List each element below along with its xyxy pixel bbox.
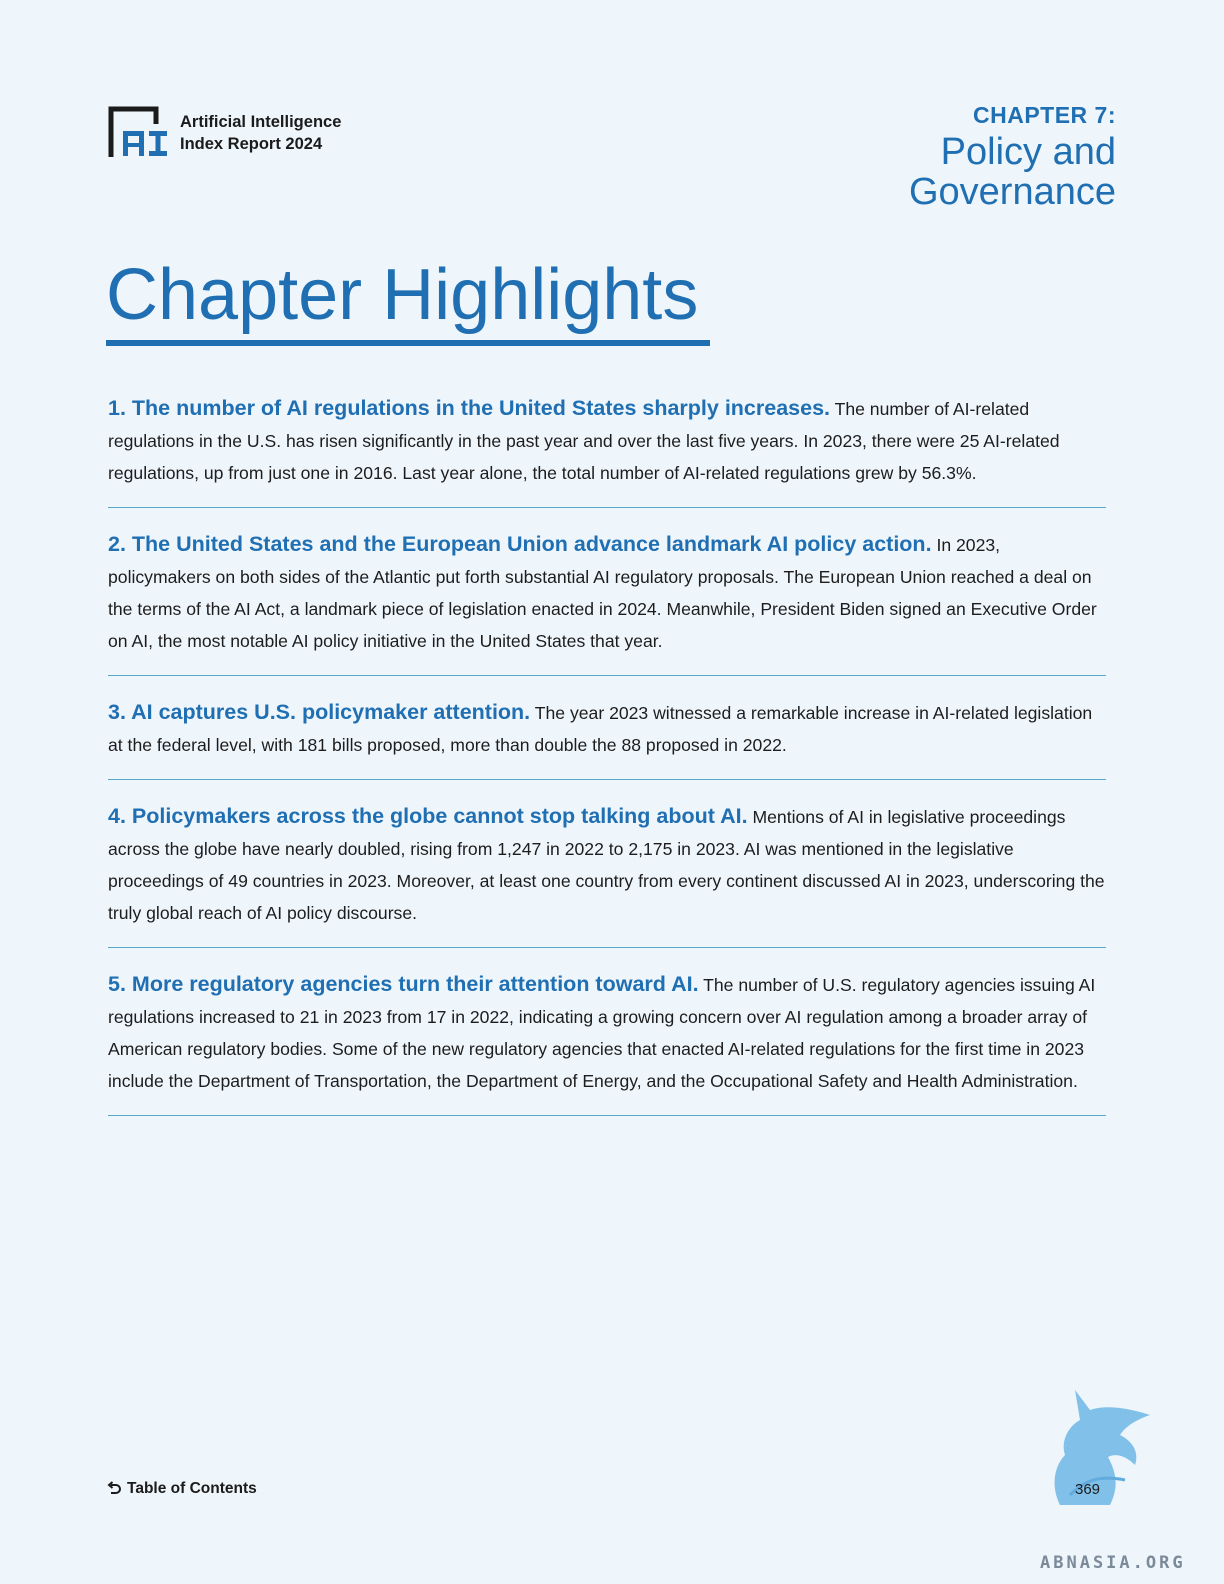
highlight-body: The number of U.S. regulatory agencies issuing AI regulations increased to 21 in 2023 from 17 in 2022, indicating a growing concern over AI regulation among a broader array of American regulatory bodies. Some of the new regulatory agencies that enacted AI-related regulations for the first time in 2023 include the Department of Transportation, the Department of Energy, and the Occupational Safety and Health Administration. — [108, 975, 1096, 1091]
highlight-lead: 2. The United States and the European Union advance landmark AI policy action. — [108, 532, 932, 556]
return-arrow-icon — [106, 1481, 122, 1497]
page-title: Chapter Highlights — [106, 252, 710, 346]
highlights-list — [108, 392, 1106, 1136]
highlight-body: The number of AI-related regulations in the U.S. has risen significantly in the past year and over the last five years. In 2023, there were 25 AI-related regulations, up from just one in 2016. Last year alone, the total number of AI-related regulations grew by 56.3%. — [108, 399, 1060, 483]
highlight-lead: 4. Policymakers across the globe cannot stop talking about AI. — [108, 804, 748, 828]
highlight-body: The year 2023 witnessed a remarkable increase in AI-related legislation at the federal level, with 181 bills proposed, more than double the 88 proposed in 2022. — [108, 703, 1093, 755]
logo-text-line1: Artificial Intelligence — [180, 113, 342, 131]
chapter-title — [909, 132, 1116, 212]
highlight-lead: 1. The number of AI regulations in the United States sharply increases. — [108, 396, 831, 420]
highlight-item — [108, 696, 1106, 780]
logo-text-line2: Index Report 2024 — [180, 135, 323, 153]
highlight-item — [108, 968, 1106, 1116]
chapter-title-line1: Policy and — [940, 131, 1116, 173]
table-of-contents-link[interactable] — [106, 1480, 257, 1498]
chapter-heading — [909, 100, 1116, 212]
chapter-label: CHAPTER 7: — [972, 102, 1116, 128]
ai-index-logo-icon — [108, 106, 168, 160]
highlight-lead: 3. AI captures U.S. policymaker attention. — [108, 700, 531, 724]
page-number: 369 — [1075, 1481, 1101, 1498]
report-logo — [108, 106, 341, 160]
highlight-item — [108, 392, 1106, 508]
chapter-title-line2: Governance — [908, 171, 1116, 213]
highlight-item — [108, 800, 1106, 948]
highlight-lead: 5. More regulatory agencies turn their attention toward AI. — [108, 972, 699, 996]
highlight-body: In 2023, policymakers on both sides of the Atlantic put forth substantial AI regulatory proposals. The European Union reached a deal on the terms of the AI Act, a landmark piece of legislation enacted in 2024. Meanwhile, President Biden signed an Executive Order on AI, the most notable AI policy initiative in the United States that year. — [108, 535, 1097, 651]
watermark-text: ABNASIA.ORG — [1040, 1553, 1186, 1573]
logo-text — [180, 111, 341, 155]
highlight-item — [108, 528, 1106, 676]
table-of-contents-label: Table of Contents — [127, 1480, 257, 1497]
highlight-body: Mentions of AI in legislative proceedings across the globe have nearly doubled, rising from 1,247 in 2022 to 2,175 in 2023. AI was mentioned in the legislative proceedings of 49 countries in 2023. Moreover, at least one country from every continent discussed AI in 2023, underscoring the truly global reach of AI policy discourse. — [108, 807, 1105, 923]
